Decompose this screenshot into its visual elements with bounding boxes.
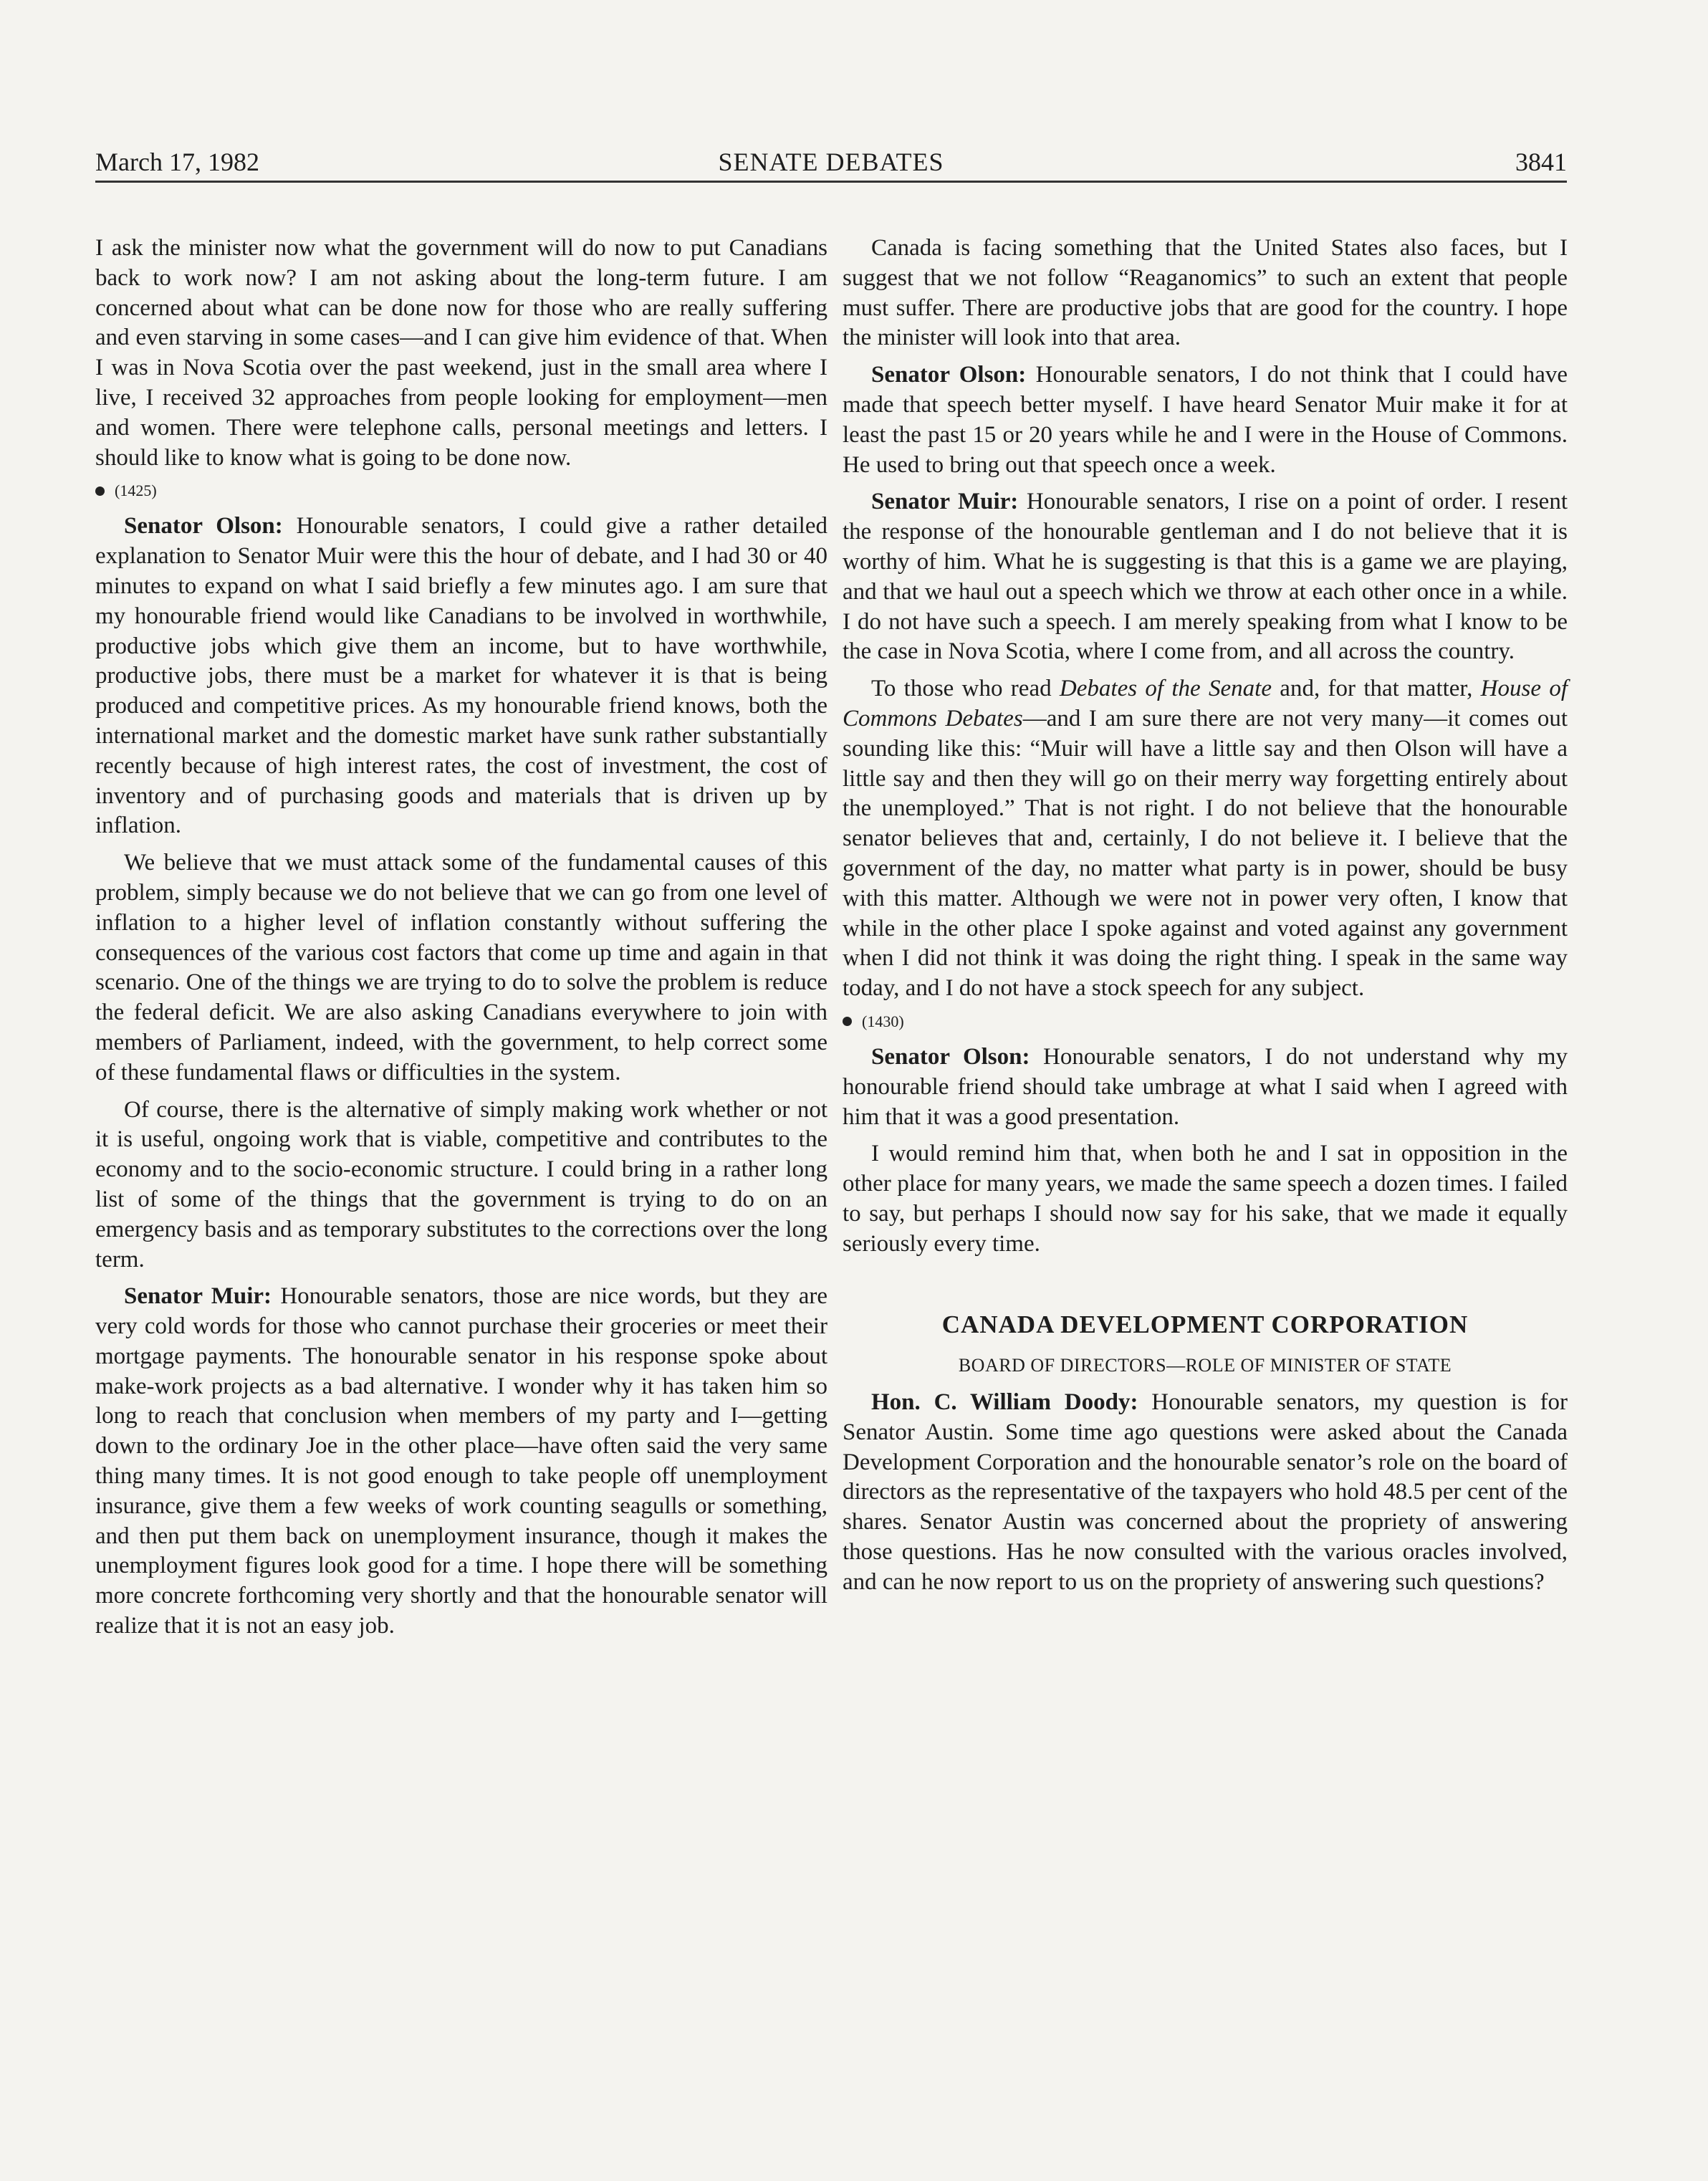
speaker-name: Senator Muir:	[871, 489, 1019, 515]
time-marker	[843, 1011, 1568, 1032]
header-date: March 17, 1982	[95, 148, 259, 176]
text-segment: and, for that matter,	[1271, 676, 1481, 702]
paragraph: I ask the minister now what the government will do now to put Canadians back to work now? I am not asking about the long-term future. I am concerned about what can be done now for those who are really suffering and even starving in some cases—and I can give him evidence of that. When I was in Nova Scotia over the past weekend, just in the small area where I live, I received 32 approaches from people looking for employment—men and women. There were telephone calls, personal meetings and letters. I should like to know what is going to be done now.	[95, 235, 827, 471]
bullet-icon	[843, 1017, 852, 1026]
speech-paragraph	[95, 1282, 827, 1641]
speech-text: Honourable senators, I rise on a point of order. I resent the response of the honourable gentleman and I do not believe that it is worthy of him. What he is suggesting is that this is a game we are playing, and that we haul out a speech which we throw at each other once in a while. I do not have such a speech. I am merely speaking from what I know to be the case in Nova Scotia, where I come from, and all across the country.	[843, 489, 1568, 665]
speech-text: Honourable senators, I could give a rather detailed explanation to Senator Muir were this the hour of debate, and I had 30 or 40 minutes to expand on what I said briefly a few minutes ago. I am sure that my honourable friend would like Canadians to be involved in worthwhile, productive jobs which give them an income, but to have worthwhile, productive jobs, there must be a market for whatever it is that is being produced and competitive prices. As my honourable friend knows, both the international market and the domestic market have sunk rather substantially recently because of high interest rates, the cost of investment, the cost of inventory and of purchasing goods and materials that is driven up by inflation.	[95, 513, 827, 839]
section-subheading: BOARD OF DIRECTORS—ROLE OF MINISTER OF STATE	[958, 1355, 1452, 1376]
text-segment: —and I am sure there are not very many—it comes out sounding like this: “Muir will have a little say and then Olson will have a little say and then they will go on their merry way forgetting entirely about the unemployed.” That is not right. I do not believe that the honourable senator believes that and, certainly, I do not believe it. I believe that the government of the day, no matter what party is in power, should be busy with this matter. Although we were not in power very often, I know that while in the other place I spoke against and voted against any government when I did not think it was doing the right thing. I speak in the same way today, and I do not have a stock speech for any subject.	[843, 705, 1568, 1002]
publication-title: House of Commons Debates	[843, 676, 1568, 732]
speech-paragraph	[843, 1042, 1568, 1132]
text-segment: To those who read	[871, 676, 1060, 702]
speaker-name: Senator Olson:	[871, 1043, 1030, 1070]
header-title: SENATE DEBATES	[718, 148, 944, 176]
paragraph: We believe that we must attack some of the fundamental causes of this problem, simply because we do not believe that we can go from one level of inflation to a higher level of inflation constantly without suffering the consequences of the various cost factors that come up time and again in that scenario. One of the things we are trying to do to solve the problem is reduce the federal deficit. We are also asking Canadians everywhere to join with members of Parliament, indeed, with the government, to help correct some of these fundamental flaws or difficulties in the system.	[95, 850, 827, 1085]
right-column	[843, 234, 1568, 1605]
speech-paragraph	[843, 360, 1568, 480]
paragraph: Of course, there is the alternative of simply making work whether or not it is useful, ongoing work that is viable, competitive and contributes to the economy and to the socio-economic structure. I could bring in a rather long list of some of the things that the government is trying to do on an emergency basis and as temporary substitutes to the corrections over the long term.	[95, 1096, 827, 1272]
publication-title: Debates of the Senate	[1059, 676, 1272, 702]
speaker-name: Hon. C. William Doody:	[871, 1389, 1138, 1416]
paragraph	[843, 674, 1568, 1004]
time-marker	[95, 480, 827, 502]
section-heading: CANADA DEVELOPMENT CORPORATION	[941, 1310, 1469, 1338]
speaker-name: Senator Muir:	[124, 1283, 272, 1310]
bullet-icon	[95, 486, 105, 496]
paragraph: Canada is facing something that the United States also faces, but I suggest that we not follow “Reaganomics” to such an extent that people must suffer. There are productive jobs that are good for the country. I hope the minister will look into that area.	[843, 235, 1568, 351]
speech-paragraph	[843, 487, 1568, 667]
speaker-name: Senator Olson:	[124, 513, 283, 540]
running-head	[95, 146, 1567, 183]
speech-paragraph	[95, 512, 827, 841]
speech-text: Honourable senators, those are nice words, but they are very cold words for those who cannot purchase their groceries or meet their mortgage payments. The honourable senator in his response spoke about make-work projects as a bad alternative. I wonder why it has taken him so long to reach that conclusion when members of my party and I—getting down to the ordinary Joe in the other place—have often said the very same thing many times. It is not good enough to take people off unemployment insurance, give them a few weeks of work counting seagulls or something, and then put them back on unemployment insurance, though it makes the unemployment figures look good for a time. I hope there will be something more concrete forthcoming very shortly and that the honourable senator will realize that it is not an easy job.	[95, 1283, 827, 1639]
speech-text: Honourable senators, I do not think that I could have made that speech better myself. I have heard Senator Muir make it for at least the past 15 or 20 years while he and I were in the House of Commons. He used to bring out that speech once a week.	[843, 362, 1568, 478]
page-number: 3841	[1515, 148, 1567, 176]
time-marker-label: (1425)	[115, 481, 157, 500]
paragraph: I would remind him that, when both he and I sat in opposition in the other place for many years, we made the same speech a dozen times. I failed to say, but perhaps I should now say for his sake, that we made it equally seriously every time.	[843, 1141, 1568, 1257]
speaker-name: Senator Olson:	[871, 362, 1027, 388]
left-column	[95, 234, 827, 1649]
speech-text: Honourable senators, I do not understand why my honourable friend should take umbrage at what I said when I agreed with him that it was a good presentation.	[843, 1043, 1568, 1130]
time-marker-label: (1430)	[862, 1012, 904, 1030]
speech-paragraph	[843, 1388, 1568, 1598]
speech-text: Honourable senators, my question is for Senator Austin. Some time ago questions were asked about the Canada Development Corporation and the honourable senator’s role on the board of directors as the representative of the taxpayers who hold 48.5 per cent of the shares. Senator Austin was concerned about the propriety of answering those questions. Has he now consulted with the various oracles involved, and can he now report to us on the propriety of answering such questions?	[843, 1389, 1568, 1595]
